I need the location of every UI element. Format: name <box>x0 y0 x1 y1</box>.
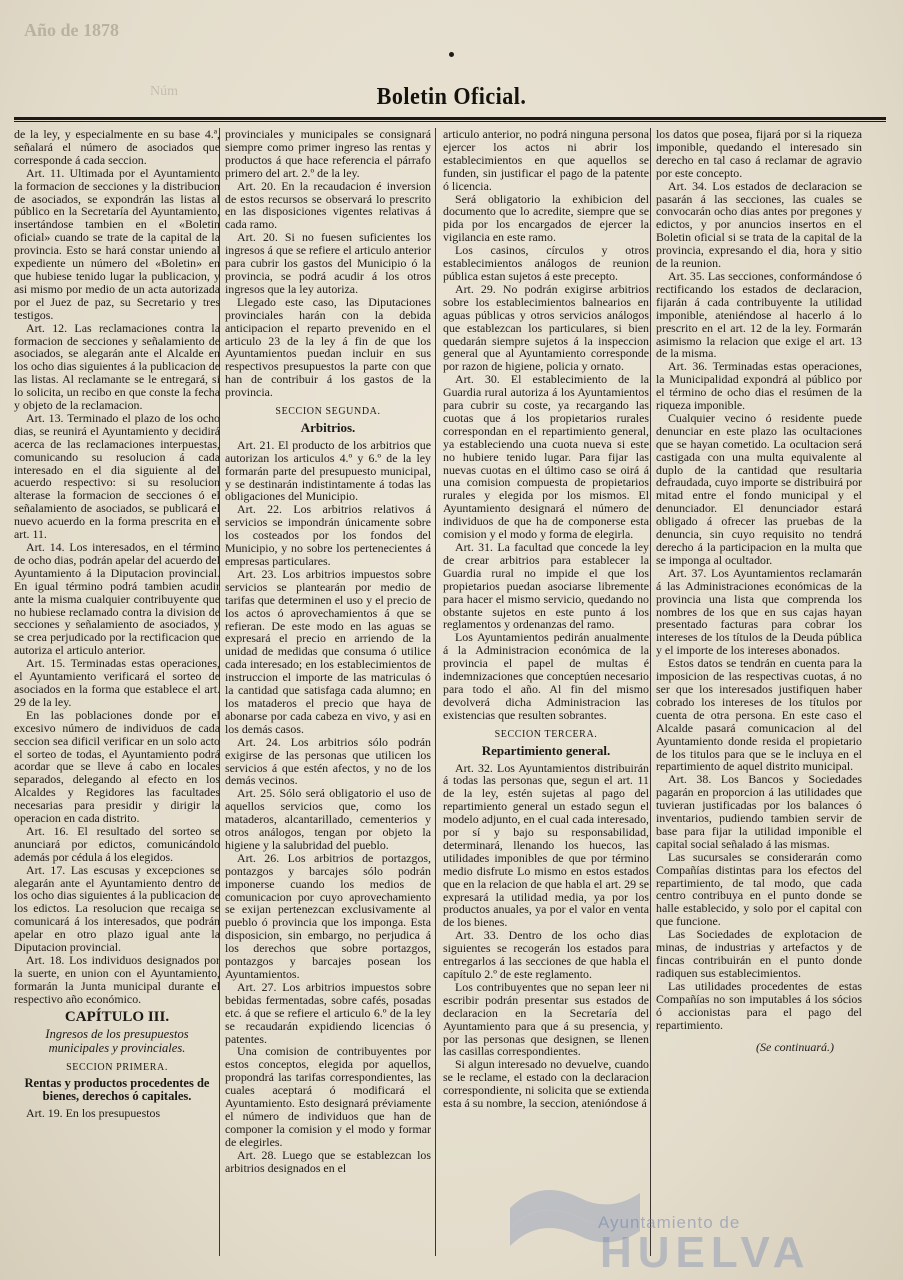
article-35: Art. 35. Las secciones, conformándose ó rectificando los estados de declaracion, fijarán á cada contribuyente la utilidad imponible, ateniéndose al hacerlo á lo prescrito en el art. 12 de la ley. Formarán asimismo la relacion que exige el art. 13 de la misma. <box>656 268 862 361</box>
article-19: Art. 19. En los presupuestos <box>26 1106 161 1121</box>
article-11: Art. 11. Ultimada por el Ayuntamiento la formacion de secciones y la distribucion de asociados, se expondrán las listas al público en la Secretaría del Ayuntamiento, insertándose tambien en el «Boletin oficial» cuando se trate de la capital de la provincia. Esto se hará constar uniendo al expediente un número del «Boletin» en que hubiese tenido lugar la publicacion, y asi mismo por medio de un acta autorizada por el Juez de paz, su Secretario y tres testigos. <box>14 165 220 322</box>
paragraph: Los Ayuntamientos pedirán anualmente á la Administracion económica de la provincia el papel de multas é indemnizaciones que conceptúen necesario para todo el año. Al fin del mismo devolverá dicha Administracion las existencias que resulten sobrantes. <box>443 630 649 722</box>
section-heading: SECCION PRIMERA. <box>66 1061 168 1073</box>
watermark-line1: Ayuntamiento de <box>598 1213 741 1232</box>
article-36: Art. 36. Terminadas estas operaciones, la Municipalidad expondrá al público por el término de ocho dias el resúmen de la riqueza imponible. <box>656 359 862 413</box>
continued-note: (Se continuará.) <box>756 1040 834 1055</box>
paragraph: Las sucursales se considerarán como Compañías distintas para los efectos del repartimiento, de tal modo, que cada centro contribuya en el punto donde se halle establecido, y solo por el capital con que funcione. <box>656 849 862 929</box>
article-27: Art. 27. Los arbitrios impuestos sobre bebidas fermentadas, sobre cafés, posadas etc. á que se refiere el articulo 6.º de la ley se recaudarán expidiendo licencias ó patentes. <box>225 979 431 1046</box>
article-24: Art. 24. Los arbitrios sólo podrán exigirse de las personas que utilicen los servicios á que estén afectos, y no de los demás vecinos. <box>225 734 431 788</box>
article-33: Art. 33. Dentro de los ocho dias siguientes se recogerán los estados para entregarlos á las secciones de que habla el capítulo 2.º de este reglamento. <box>443 928 649 981</box>
bleed-through-number: Núm <box>150 84 178 99</box>
text-column-1 <box>14 128 220 1258</box>
paragraph: Una comision de contribuyentes por estos conceptos, elegida por aquellos, propondrá las tarifas correspondientes, las cuales aceptará ó modificará el Ayuntamiento. Esto designará préviamente el número de individuos que han de componer la comision y el modo y formar de elegirles. <box>225 1044 431 1149</box>
paragraph: Si algun interesado no devuelve, cuando se le reclame, el estado con la declaracion correspondiente, ni solicita que se extienda esta á su nombre, la seccion, atenióndose á <box>443 1057 649 1111</box>
section-heading: SECCION SEGUNDA. <box>275 406 381 418</box>
masthead-rule-thick <box>14 117 886 120</box>
section-title: Arbitrios. <box>300 419 356 435</box>
paragraph: de la ley, y especialmente en su base 4.ª, señalará el número de asociados que corresponde á cada seccion. <box>14 128 220 167</box>
chapter-heading: CAPÍTULO III. <box>64 1008 170 1025</box>
article-38: Art. 38. Los Bancos y Sociedades pagarán en proporcion á las utilidades que tuvieran justificadas por los balances ó inventarios, pudiendo tambien servir de base para fijar la utilidad imponible el capital social señalado á las mismas. <box>656 772 862 851</box>
paragraph: Estos datos se tendrán en cuenta para la imposicion de las respectivas cuotas, á no ser que los interesados justifiquen haber cobrado los intereses de los títulos por cuenta de otra persona. En este caso el Alcalde pasará comunicacion al del Ayuntamiento donde resida el propietario de los titulos para que se le incluya en el repartimiento de aquel distrito municipal. <box>656 656 862 774</box>
article-14: Art. 14. Los interesados, en el término de ocho dias, podrán apelar del acuerdo del Ayuntamiento á la Diputacion provincial. En igual término podrá tambien acudir ante la misma cualquier contribuyente que no hubiese reclamado contra la division de secciones y señalamiento de asociados, y se crea perjudicado por la rectificacion que autoriza el articulo anterior. <box>14 540 220 658</box>
article-25: Art. 25. Sólo será obligatorio el uso de aquellos servicios que, como los mataderos, alcantarillado, cementerios y otros análogos, tengan por objeto la higiene y la salubridad del pueblo. <box>225 786 431 852</box>
article-30: Art. 30. El establecimiento de la Guardia rural autoriza á los Ayuntamientos para cubrir su coste, ya recargando las cuotas que á los propietarios rurales correspondan en el repartimiento general, ya estableciendo una cuota nueva si este no hubiere tenido lugar. Para fijar las nuevas cuotas en el último caso se oirá á una comision compuesta de propietarios rurales y elegida por los mismos. El Ayuntamiento designará el número de individuos de que ha de componerse esta comision y el modo y forma de elegirla. <box>443 372 649 542</box>
column-divider <box>435 128 436 1256</box>
article-18: Art. 18. Los individuos designados por la suerte, en union con el Ayuntamiento, formarán la Junta municipal durante el respectivo año económico. <box>14 953 220 1006</box>
section-title: Repartimiento general. <box>481 742 611 758</box>
paragraph: provinciales y municipales se consignará siempre como primer ingreso las rentas y productos á que hace referencia el párrafo primero del art. 2.º de la ley. <box>225 128 431 180</box>
article-37: Art. 37. Los Ayuntamientos reclamarán á las Administraciones económicas de la provincia una lista que comprenda los nombres de los que en sus cajas hayan presentado facturas para cobrar los intereses de los títulos de la Deuda pública y el importe de los intereses abonados. <box>656 565 862 658</box>
paragraph: Los contribuyentes que no sepan leer ni escribir podrán presentar sus estados de declaracion en la Secretaría del Ayuntamiento para que á su presencia, y por las personas que designen, se llenen las casillas correspondientes. <box>443 979 649 1059</box>
article-16: Art. 16. El resultado del sorteo se anunciará por edictos, comunicándolo además por cédula á los elegidos. <box>14 823 220 864</box>
article-23: Art. 23. Los arbitrios impuestos sobre servicios se plantearán por medio de tarifas que determinen el uso y el precio de los actos ó aprovechamientos á que se refieran. De este modo en las aguas se expresará el precio en arriendo de la unidad de medidas que consuma ó utilice cada interesado; en los establecimientos de instruccion el importe de las matriculas ó la cantidad que satisfaga cada alumno; en los mataderos el precio que haya de abonarse por cada cabeza en vivo, y asi en los demás casos. <box>225 566 431 736</box>
chapter-subtitle: Ingresos de los presupuestos municipales y provinciales. <box>45 1026 189 1055</box>
paragraph: Cualquier vecino ó residente puede denunciar en este plazo las ocultaciones que se hayan cometido. La ocultacion será castigada con una multa equivalente al duplo de la cantidad que resultaria defraudada, cuyo importe se distribuirá por mitad entre el fondo municipal y el denunciador. El denunciador estará obligado á ofrecer las pruebas de la denuncia, sin cuyo requisito no tendrá derecho á la participacion en la multa que se imponga al ocultador. <box>656 410 862 567</box>
article-26: Art. 26. Los arbitrios de portazgos, pontazgos y barcajes sólo podrán imponerse cuando los medios de comunicacion por cuyo aprovechamiento se exijan pertenezcan exclusivamente al pueblo ó provincia que los imponga. Esta disposicion, sin embargo, no perjudica á los derechos que sobre portazgos, pontazgos y barcajes posean los Ayuntamientos. <box>225 850 431 981</box>
article-32: Art. 32. Los Ayuntamientos distribuirán á todas las personas que, segun el art. 11 de la ley, estén sujetas al pago del repartimiento general un estado segun el modelo adjunto, en el cual cada interesado, por sí y bajo su responsabilidad, determinará, llenando los huecos, las utilidades imponibles de que por término medio disfrute Lo mismo en estos estados que en la relacion de que habla el art. 29 se expresará la utilidad media, ya por los productos anuales, ya por el valor en venta de los bienes. <box>443 760 649 930</box>
paragraph: En las poblaciones donde por el excesivo número de individuos de cada seccion sea dificil verificar en un solo acto el sorteo de todas, el Ayuntamiento podrá acordar que se lleve á cabo en locales separados, delegando al efecto en los Alcaldes y Regidores las facultades necesarias para presidir y dirigir la operacion en cada distrito. <box>14 707 220 826</box>
article-13: Art. 13. Terminado el plazo de los ocho dias, se reunirá el Ayuntamiento y decidirá acerca de las reclamaciones interpuestas, comunicando su resolucion á cada interesado en el dia siguiente al del acuerdo respectivo: si su resolucion alterase la formacion de secciones ó el señalamiento de asociados, se publicará el nuevo acuerdo en la forma prescrita en el art. 11. <box>14 410 220 542</box>
bleed-through-text: Año de 1878 <box>24 20 120 40</box>
paragraph: Los casinos, círculos y otros establecimientos análogos de reunion pública estan sujetos á este precepto. <box>443 243 649 283</box>
article-20b: Art. 20. Si no fuesen suficientes los ingresos á que se refiere el articulo anterior para cubrir los gastos del Municipio ó la provincia, se podrá acudir á los otros ingresos que la ley autoriza. <box>225 230 431 296</box>
column-divider <box>650 128 651 1256</box>
watermark-line2: HUELVA <box>600 1228 811 1277</box>
paragraph: los datos que posea, fijará por si la riqueza imponible, quedando el interesado sin derecho en tal caso á reclamar de agravio por este concepto. <box>656 128 862 180</box>
article-15: Art. 15. Terminadas estas operaciones, el Ayuntamiento verificará el sorteo de asociados en la forma que establece el art. 29 de la ley. <box>14 656 220 709</box>
text-column-3 <box>443 128 649 1258</box>
paragraph: articulo anterior, no podrá ninguna persona ejercer los actos ni abrir los establecimientos en que aquellos se funden, sin justificar el pago de la patente ó licencia. <box>443 128 649 193</box>
article-34: Art. 34. Los estados de declaracion se pasarán á las secciones, las cuales se convocarán ocho dias antes por pregones y edictos, y por anuncios insertos en el Boletin oficial si se trata de la capital de la provincia, expresando el dia, hora y sitio de la reunion. <box>656 178 862 271</box>
article-22: Art. 22. Los arbitrios relativos á servicios se impondrán únicamente sobre los costeados por los fondos del Municipio, y no sobre los pertenecientes á empresas particulares. <box>225 502 431 568</box>
article-20a: Art. 20. En la recaudacion é inversion de estos recursos se observará lo prescrito en las disposiciones vigentes relativas á cada ramo. <box>225 178 431 232</box>
page-ornament-dot <box>449 52 454 57</box>
paragraph: Las utilidades procedentes de estas Compañías no son imputables á los sócios ó accionistas para el pago del repartimiento. <box>656 978 862 1032</box>
article-31: Art. 31. La facultad que concede la ley de crear arbitrios para establecer la Guardia rural no impide el que los propietarios puedan asociarse libremente para hacer el mismo servicio, quedando no obstante sujetos en este punto á los reglamentos y ordenanzas del ramo. <box>443 540 649 632</box>
masthead-rule-thin <box>14 121 886 122</box>
section-title: Rentas y productos procedentes de bienes, derechos ó capitales. <box>24 1076 210 1104</box>
paragraph: Llegado este caso, las Diputaciones provinciales harán con la debida anticipacion el reparto prevenido en el articulo 23 de la ley á fin de que los Ayuntamientos puedan incluir en sus respectivos presupuestos la parte con que han de contribuir á los gastos de la provincia. <box>225 294 431 400</box>
paragraph: Las Sociedades de explotacion de minas, de industrias y artefactos y de fincas contribuirán en el punto donde radiquen sus establecimientos. <box>656 927 862 980</box>
article-12: Art. 12. Las reclamaciones contra la formacion de secciones y señalamiento de asociados, se alegarán ante el Alcalde en los ocho dias siguientes á la publicacion de las listas. Al reclamante se le entregará, si lo solicita, un recibo en que conste la fecha y objeto de la reclamacion. <box>14 320 220 413</box>
paragraph: Será obligatorio la exhibicion del documento que lo acredite, siempre que se pida por los encargados de ejercer la vigilancia en este ramo. <box>443 191 649 245</box>
article-28: Art. 28. Luego que se establezcan los arbitrios designados en el <box>225 1147 431 1175</box>
text-column-2 <box>225 128 431 1258</box>
article-21: Art. 21. El producto de los arbitrios que autorizan los articulos 4.º y 6.º de la ley formarán parte del presupuesto municipal, y se destinarán indistintamente á todas las obligaciones del Municipio. <box>225 437 431 504</box>
text-column-4 <box>656 128 862 1258</box>
article-17: Art. 17. Las escusas y excepciones se alegarán ante el Ayuntamiento dentro de los ocho dias siguientes á la publicacion de los edictos. La resolucion que recaiga se comunicará á los interesados, que podrán apelar en otro plazo igual ante la Diputacion provincial. <box>14 862 220 955</box>
masthead-title: Boletin Oficial. <box>376 84 527 110</box>
section-heading: SECCION TERCERA. <box>494 728 598 740</box>
article-29: Art. 29. No podrán exigirse arbitrios sobre los establecimientos balnearios en aguas públicas y otros servicios análogos que establezcan los particulares, si bien quedarán siempre sujetos á la inspeccion general que al Ayuntamiento corresponde por razon de higiene, policia y ornato. <box>443 281 649 374</box>
